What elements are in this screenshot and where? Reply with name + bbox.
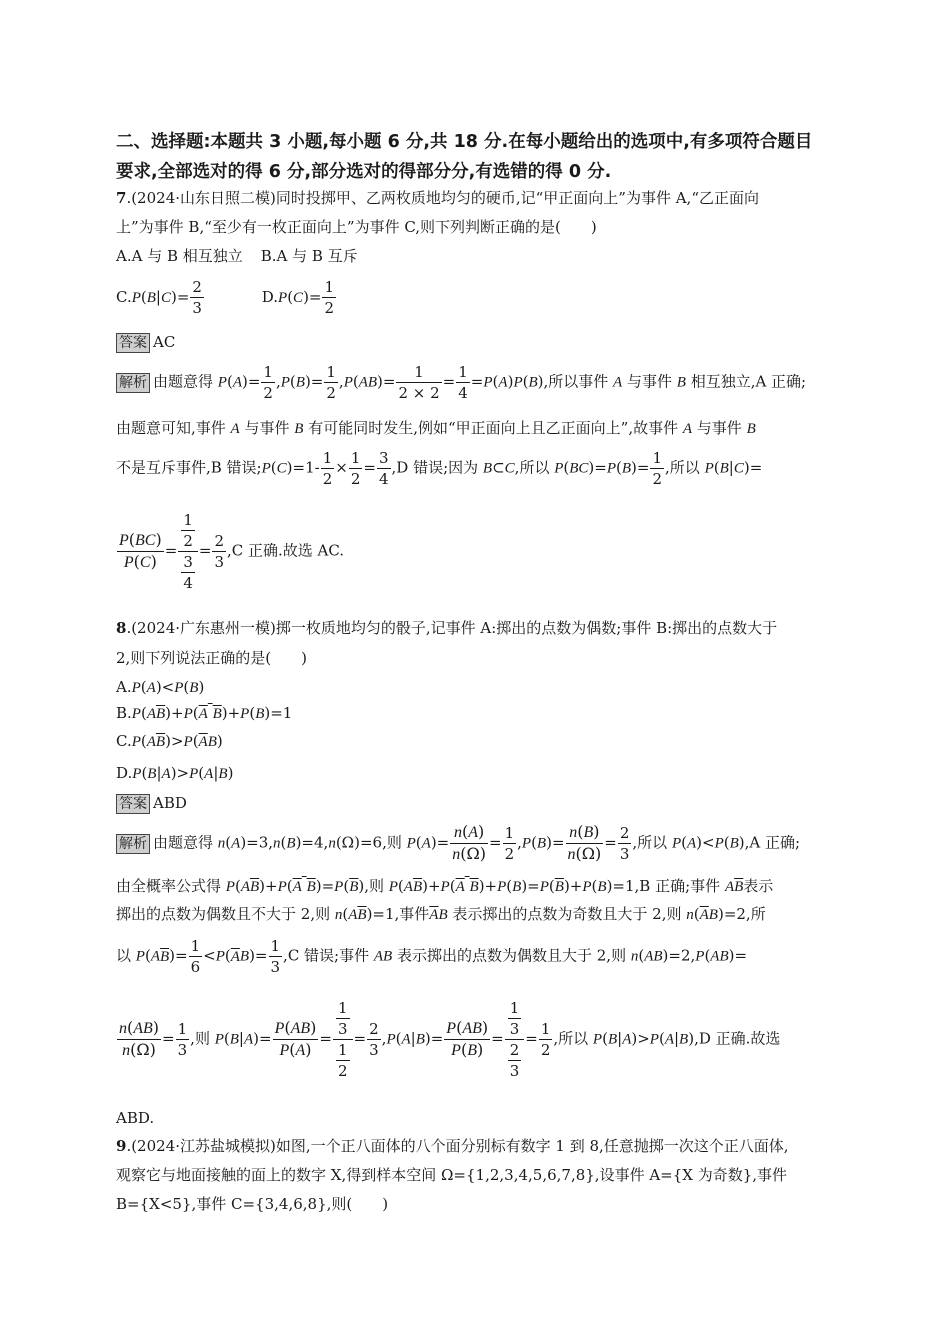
q7-option-a: A.A 与 B 相互独立 — [116, 247, 243, 265]
q8-analysis-line5: $\frac{n(AB)}{n(\Omega)}$ = $\frac{1}{3}$ ,则 P(B|A)= $\frac{P(AB)}{P(A)}$ = $\frac{\frac{1}{3}}{\frac{1}{2}}$ = $\frac{2}{3}$ ,P(A|B)= $\frac{P(AB)}{P(B)}$ = $\frac{\frac{1}{3}}{\frac{2}{3}}$ = $\frac{1}{2}$ ,所以 P(B|A)>P(A|B),D 正确.故选 — [119, 999, 781, 1080]
section-heading-line1: 二、选择题:本题共 3 小题,每小题 6 分,共 18 分.在每小题给出的选项中,有多项符合题目 — [116, 132, 813, 152]
q8-analysis-line2: 由全概率公式得 $P(A\overline{B})+P(A$ $B)=P(\overline{B})$,则 $P(A\overline{B})+P(A$ $B)+P(B)=P(\overline{B})+P(B)=1,B$ 正确;事件 $A\overline{B}$表示 — [116, 877, 774, 895]
q7-analysis-line3: 不是互斥事件,B 错误;P(C)=1- $\frac{1}{2}$ × $\frac{1}{2}$ = $\frac{3}{4}$ ,D 错误;因为 B⊂C,所以 P(BC)=P(B)= $\frac{1}{2}$ ,所以 P(B|C)= — [116, 449, 763, 488]
q8-option-d: D.P(B|A)>P(A|B) — [116, 764, 234, 782]
q7-options-ab — [116, 246, 358, 266]
q7-stem-line2: 上”为事件 B,“至少有一枚正面向上”为事件 C,则下列判断正确的是( ) — [116, 218, 597, 236]
q8-option-b: $B.P(A\overline{B})+P(A$ B)+P(B)=1 — [116, 704, 293, 722]
analysis-label: 解析 — [116, 373, 150, 393]
answer-label: 答案 — [116, 333, 150, 353]
q8-answer: ABD — [153, 794, 187, 812]
q8-analysis-line1: 解析 由题意得 n(A)=3,n(B)=4,n(Ω)=6,则 P(A)= $\frac{n(A)}{n(\Omega)}$ = $\frac{1}{2}$ ,P(B)= $\frac{n(B)}{n(\Omega)}$ = $\frac{2}{3}$ ,所以 P(A)<P(B),A 正确; — [116, 822, 800, 865]
q7-number: 7 — [116, 189, 127, 207]
q7-option-c: C.P(B|C)= $\frac{2}{3}$ — [116, 278, 202, 317]
q8-analysis-line4: 以 $P(A\overline{B})=$ $\frac{1}{6}$ $<P(\overline{A}B)=$ $\frac{1}{3}$ ,C 错误;事件 AB 表示掷出的点数为偶数且大于 2,则 n(AB)=2,P(AB)= — [116, 937, 748, 976]
q7-answer: AC — [153, 333, 176, 351]
q8-analysis-line3: 掷出的点数为偶数且不大于 2,则 $n(A\overline{B})=1$,事件$\overline{A}B$ 表示掷出的点数为奇数且大于 2,则 $n(\overline{A}B)=2$,所 — [116, 905, 766, 923]
q7-stem-line1: 7.(2024·山东日照二模)同时投掷甲、乙两枚质地均匀的硬币,记“甲正面向上”为事件 A,“乙正面向 — [116, 189, 759, 207]
q7-option-d: D.P(C)= $\frac{1}{2}$ — [261, 278, 335, 317]
q8-stem-line2: 2,则下列说法正确的是( ) — [116, 649, 308, 667]
q8-option-a: A.P(A)<P(B) — [116, 678, 205, 696]
q8-option-c: $C.P(A\overline{B})>P(\overline{A}B)$ — [116, 732, 223, 750]
q7-analysis-line2: 由题意可知,事件 A 与事件 B 有可能同时发生,例如“甲正面向上且乙正面向上”,故事件 A 与事件 B — [116, 419, 756, 437]
q7-option-b: B.A 与 B 互斥 — [260, 247, 358, 265]
q8-stem-line1: 8.(2024·广东惠州一模)掷一枚质地均匀的骰子,记事件 A:掷出的点数为偶数;事件 B:掷出的点数大于 — [116, 619, 778, 637]
q7-conclusion: ,C 正确.故选 AC. — [226, 541, 345, 560]
q9-stem-line3: B={X<5},事件 C={3,4,6,8},则( ) — [116, 1195, 389, 1213]
q7-answer-line — [116, 332, 175, 353]
analysis-label: 解析 — [116, 834, 150, 854]
q9-stem-line1: 9.(2024·江苏盐城模拟)如图,一个正八面体的八个面分别标有数字 1 到 8,任意抛掷一次这个正八面体, — [116, 1137, 789, 1155]
q7-analysis-line4: $\frac{P(BC)}{P(C)}$ = $\frac{\frac{1}{2}}{\frac{3}{4}}$ = $\frac{2}{3}$ ,C 正确.故选 AC. — [119, 511, 345, 592]
q8-answer-line — [116, 793, 187, 814]
q9-stem-line2: 观察它与地面接触的面上的数字 X,得到样本空间 Ω={1,2,3,4,5,6,7,8},设事件 A={X 为奇数},事件 — [116, 1166, 788, 1184]
answer-label: 答案 — [116, 794, 150, 814]
q8-number: 8 — [116, 619, 127, 637]
q7-options-cd — [116, 277, 337, 318]
section-heading-line2: 要求,全部选对的得 6 分,部分选对的得部分分,有选错的得 0 分. — [116, 162, 612, 182]
q8-final: ABD. — [116, 1109, 155, 1127]
q7-analysis-line1: 解析 由题意得 P(A)= $\frac{1}{2}$ ,P(B)= $\frac{1}{2}$ ,P(AB)= $\frac{1}{2 \times 2}$ = $\frac{1}{4}$ =P(A)P(B),所以事件 A 与事件 B 相互独立,A 正确; — [116, 362, 806, 403]
q9-number: 9 — [116, 1137, 127, 1155]
